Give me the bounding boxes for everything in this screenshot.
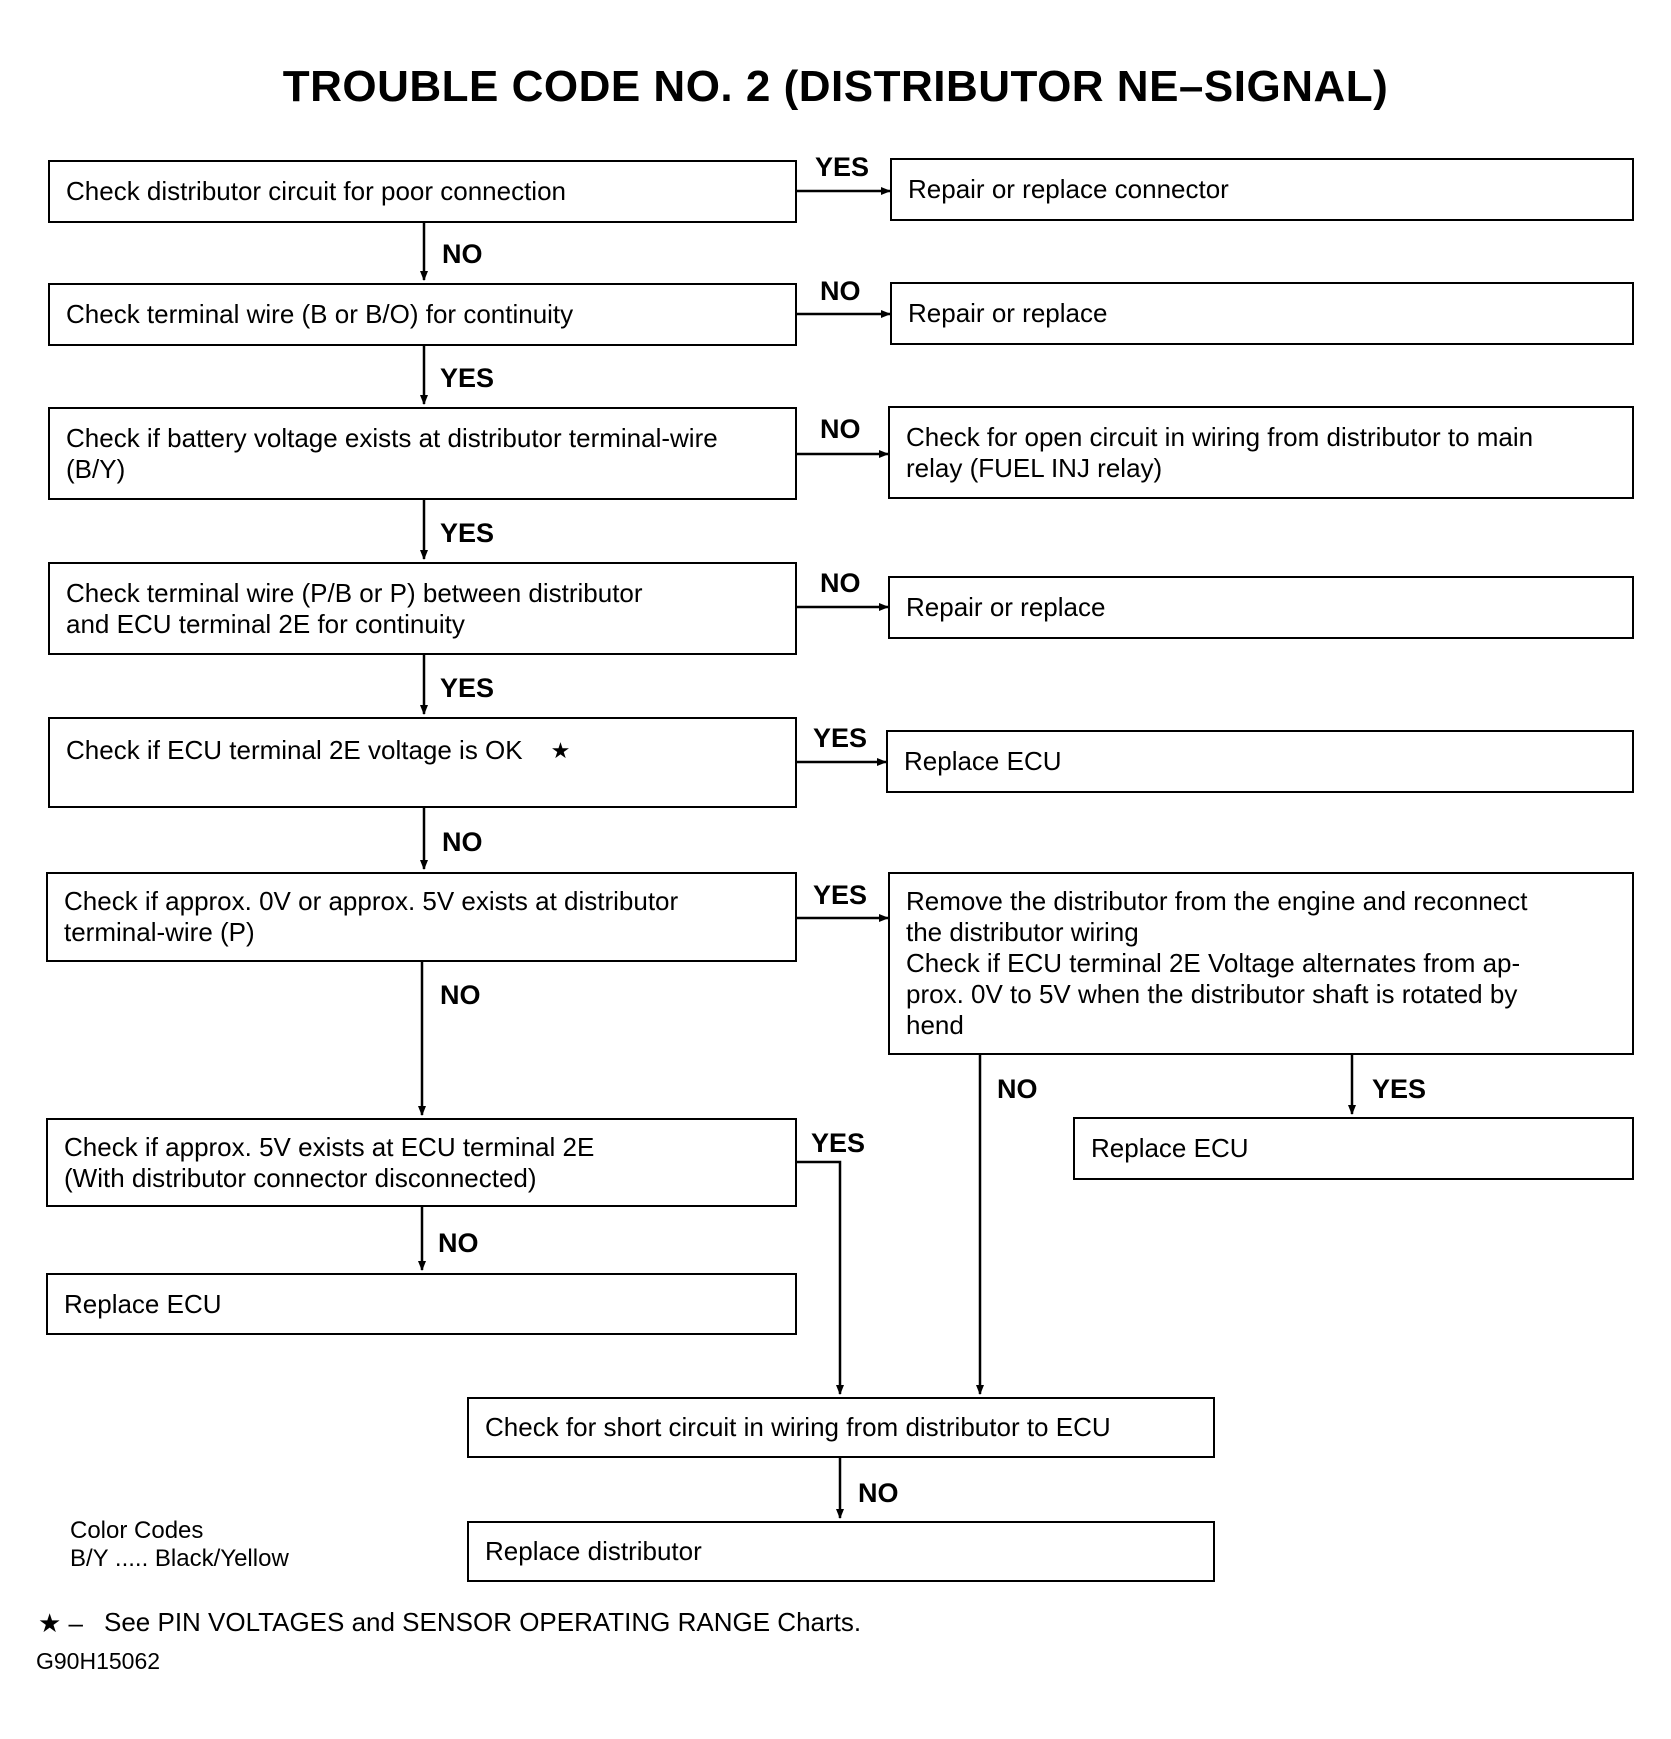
step-check-pb-wire-continuity: Check terminal wire (P/B or P) between distributor and ECU terminal 2E for continuity [48, 562, 797, 655]
footnote-star-icon: ★ [550, 738, 571, 763]
step-replace-distributor: Replace distributor [467, 1521, 1215, 1582]
step-check-0v-5v-distributor: Check if approx. 0V or approx. 5V exists at distributor terminal-wire (P) [46, 872, 797, 962]
page-title: TROUBLE CODE NO. 2 (DISTRIBUTOR NE–SIGNAL) [282, 62, 1389, 111]
step-remove-distributor-rotate: Remove the distributor from the engine and reconnect the distributor wiring Check if ECU terminal 2E Voltage alternates from ap- prox. 0V to 5V when the distributor shaft is rotated by hend [888, 872, 1634, 1055]
step-check-battery-voltage: Check if battery voltage exists at distributor terminal-wire (B/Y) [48, 407, 797, 500]
branch-label-no: NO [820, 276, 861, 306]
step-repair-or-replace-2: Repair or replace [888, 576, 1634, 639]
branch-label-no: NO [858, 1478, 899, 1508]
branch-label-yes: YES [440, 363, 495, 393]
arrow-b7-yes [797, 1162, 840, 1394]
footnote-mark: ★ – [38, 1608, 83, 1638]
color-codes-entry: B/Y ..... Black/Yellow [70, 1545, 289, 1572]
footnote-text: See PIN VOLTAGES and SENSOR OPERATING RANGE Charts. [104, 1607, 862, 1637]
step-check-poor-connection: Check distributor circuit for poor connection [48, 160, 797, 223]
step-replace-ecu-1: Replace ECU [886, 730, 1634, 793]
step-check-ecu-2e-voltage: Check if ECU terminal 2E voltage is OK ★ [48, 717, 797, 808]
branch-label-no: NO [442, 827, 483, 857]
step-repair-or-replace-1: Repair or replace [890, 282, 1634, 345]
branch-label-yes: YES [815, 152, 870, 182]
branch-label-yes: YES [440, 673, 495, 703]
branch-label-no: NO [442, 239, 483, 269]
step-repair-connector: Repair or replace connector [890, 158, 1634, 221]
step-replace-ecu-2: Replace ECU [46, 1273, 797, 1335]
step-check-short-circuit: Check for short circuit in wiring from distributor to ECU [467, 1397, 1215, 1458]
step-replace-ecu-3: Replace ECU [1073, 1117, 1634, 1180]
step-check-open-circuit: Check for open circuit in wiring from distributor to main relay (FUEL INJ relay) [888, 406, 1634, 499]
branch-label-yes: YES [813, 723, 868, 753]
figure-id: G90H15062 [36, 1648, 161, 1674]
branch-label-no: NO [820, 414, 861, 444]
branch-label-no: NO [820, 568, 861, 598]
step-check-terminal-wire-continuity: Check terminal wire (B or B/O) for continuity [48, 283, 797, 346]
branch-label-yes: YES [811, 1128, 866, 1158]
step-check-5v-ecu-2e: Check if approx. 5V exists at ECU terminal 2E (With distributor connector disconnected) [46, 1118, 797, 1207]
branch-label-no: NO [997, 1074, 1038, 1104]
branch-label-yes: YES [813, 880, 868, 910]
branch-label-yes: YES [1372, 1074, 1427, 1104]
branch-label-yes: YES [440, 518, 495, 548]
branch-label-no: NO [440, 980, 481, 1010]
color-codes-title: Color Codes [70, 1517, 204, 1544]
branch-label-no: NO [438, 1228, 479, 1258]
